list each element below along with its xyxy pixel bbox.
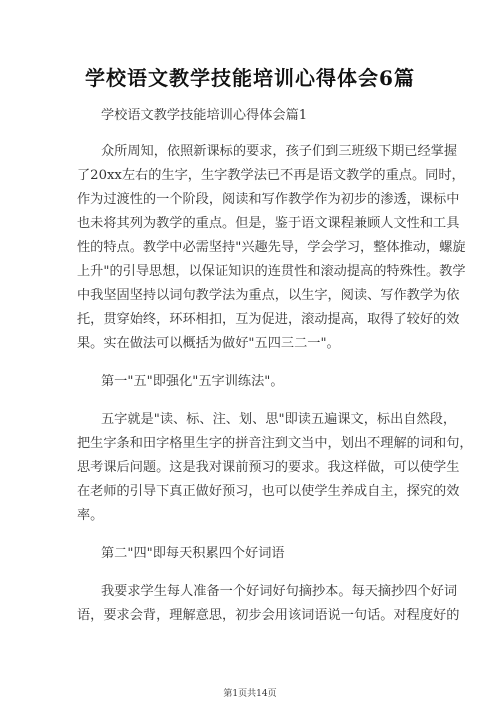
section-heading: 第一"五"即强化"五字训练法"。 <box>101 374 284 389</box>
page-footer: 第1页共14页 <box>223 689 277 699</box>
paragraph-line: 把生字条和田字格里生字的拼音注到文当中，划出不理解的词和句， <box>77 436 473 451</box>
paragraph-line: 众所周知，依照新课标的要求，孩子们到三班级下期已经掌握 <box>101 144 458 159</box>
paragraph-line: 也未将其列为教学的重点。但是，鉴于语文课程兼顾人文性和工具 <box>77 216 460 231</box>
document-title: 学校语文教学技能培训心得体会6篇 <box>85 66 415 90</box>
paragraph-line: 上升"的引导思想，以保证知识的连贯性和滚动提高的特殊性。教学 <box>77 264 466 279</box>
paragraph-line: 率。 <box>77 508 104 523</box>
paragraph-line: 我要求学生每人准备一个好词好句摘抄本。每天摘抄四个好词 <box>101 584 458 599</box>
paragraph-line: 五字就是"读、标、注、划、思"即读五遍课文，标出自然段， <box>101 412 457 427</box>
paragraph-line: 中我坚固坚持以词句教学法为重点，以生字，阅读、写作教学为依 <box>77 288 460 303</box>
paragraph-line: 在老师的引导下真正做好预习，也可以使学生养成自主，探究的效 <box>77 484 460 499</box>
paragraph-line: 作为过渡性的一个阶段，阅读和写作教学作为初步的渗透，课标中 <box>77 192 460 207</box>
paragraph-line: 了20xx左右的生字，生字教学法已不再是语文教学的重点。同时， <box>77 168 465 183</box>
paragraph-line: 果。实在做法可以概括为做好"五四三二一"。 <box>77 336 340 351</box>
paragraph-line: 语，要求会背，理解意思，初步会用该词语说一句话。对程度好的 <box>77 608 460 623</box>
paragraph-line: 思考课后问题。这是我对课前预习的要求。我这样做，可以使学生 <box>77 460 460 475</box>
paragraph-line: 性的特点。教学中必需坚持"兴趣先导，学会学习，整体推动，螺旋 <box>77 240 466 255</box>
section-subtitle: 学校语文教学技能培训心得体会篇1 <box>101 108 308 123</box>
section-heading: 第二"四"即每天积累四个好词语 <box>101 546 285 561</box>
paragraph-line: 托，贯穿始终，环环相扣，互为促进，滚动提高，取得了较好的效 <box>77 312 460 327</box>
